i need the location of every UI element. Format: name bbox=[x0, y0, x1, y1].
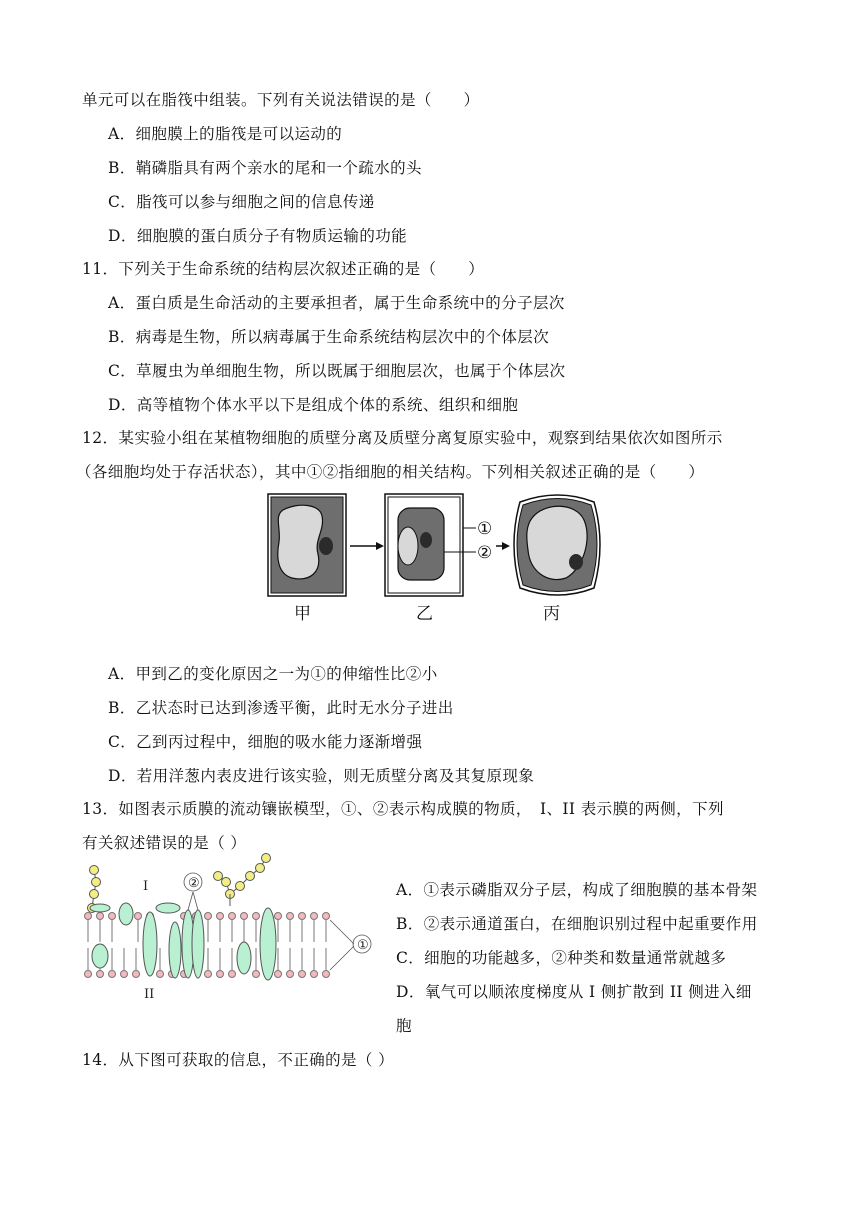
q13-option-c: C．细胞的功能越多，②种类和数量通常就越多 bbox=[396, 949, 727, 967]
q11-option-d: D．高等植物个体水平以下是组成个体的系统、组织和细胞 bbox=[108, 396, 519, 414]
label-jia: 甲 bbox=[294, 604, 311, 624]
cell-yi bbox=[385, 494, 476, 596]
q14-stem: 14．从下图可获取的信息，不正确的是（ ） bbox=[82, 1051, 395, 1069]
marker-2: ② bbox=[477, 543, 493, 563]
q13-stem-line1: 13．如图表示质膜的流动镶嵌模型，①、②表示构成膜的物质， I、II 表示膜的两侧，下列 bbox=[82, 800, 724, 818]
q12-stem-line1: 12．某实验小组在某植物细胞的质壁分离及质壁分离复原实验中，观察到结果依次如图所示 bbox=[82, 429, 723, 447]
q12-stem-line2: （各细胞均处于存活状态），其中①②指细胞的相关结构。下列相关叙述正确的是（ ） bbox=[76, 463, 705, 481]
q13-option-b: B．②表示通道蛋白，在细胞识别过程中起重要作用 bbox=[396, 915, 758, 933]
marker-1: ① bbox=[477, 519, 493, 539]
q13-stem-line2: 有关叙述错误的是（ ） bbox=[82, 834, 247, 852]
q11-option-c: C．草履虫为单细胞生物，所以既属于细胞层次，也属于个体层次 bbox=[108, 362, 566, 380]
label-bing: 丙 bbox=[543, 604, 560, 624]
q11-option-a: A．蛋白质是生命活动的主要承担者，属于生命系统中的分子层次 bbox=[108, 294, 565, 312]
side-label-1: I bbox=[143, 879, 149, 894]
cell-bing bbox=[514, 495, 600, 595]
q12-option-d: D．若用洋葱内表皮进行该实验，则无质壁分离及其复原现象 bbox=[108, 767, 535, 785]
q12-option-a: A．甲到乙的变化原因之一为①的伸缩性比②小 bbox=[108, 665, 438, 683]
arrow-jia-to-yi bbox=[350, 542, 384, 550]
q10-option-d: D．细胞膜的蛋白质分子有物质运输的功能 bbox=[108, 227, 408, 245]
membrane-marker-2: ② bbox=[188, 876, 200, 891]
q11-option-b: B．病毒是生物，所以病毒属于生命系统结构层次中的个体层次 bbox=[108, 328, 550, 346]
q11-stem: 11．下列关于生命系统的结构层次叙述正确的是（ ） bbox=[82, 260, 485, 278]
q10-option-b: B．鞘磷脂具有两个亲水的尾和一个疏水的头 bbox=[108, 159, 422, 177]
arrow-yi-to-bing bbox=[496, 542, 510, 550]
label-yi: 乙 bbox=[416, 604, 433, 624]
membrane-marker-1: ① bbox=[357, 938, 369, 953]
side-label-2: II bbox=[144, 987, 155, 1002]
q12-option-b: B．乙状态时已达到渗透平衡，此时无水分子进出 bbox=[108, 699, 454, 717]
plasmolysis-figure bbox=[258, 488, 604, 626]
q13-option-d-wrap: 胞 bbox=[396, 1017, 412, 1035]
q10-stem-tail: 单元可以在脂筏中组装。下列有关说法错误的是（ ） bbox=[82, 91, 480, 109]
q13-option-d: D．氧气可以顺浓度梯度从 I 侧扩散到 II 侧进入细 bbox=[396, 983, 752, 1001]
sugar-chains bbox=[88, 854, 271, 913]
q13-option-a: A．①表示磷脂双分子层，构成了细胞膜的基本骨架 bbox=[396, 881, 758, 899]
q10-option-c: C．脂筏可以参与细胞之间的信息传递 bbox=[108, 193, 375, 211]
q12-option-c: C．乙到丙过程中，细胞的吸水能力逐渐增强 bbox=[108, 733, 423, 751]
cell-jia bbox=[268, 494, 346, 596]
q10-option-a: A．细胞膜上的脂筏是可以运动的 bbox=[108, 125, 343, 143]
membrane-figure bbox=[80, 846, 380, 1006]
